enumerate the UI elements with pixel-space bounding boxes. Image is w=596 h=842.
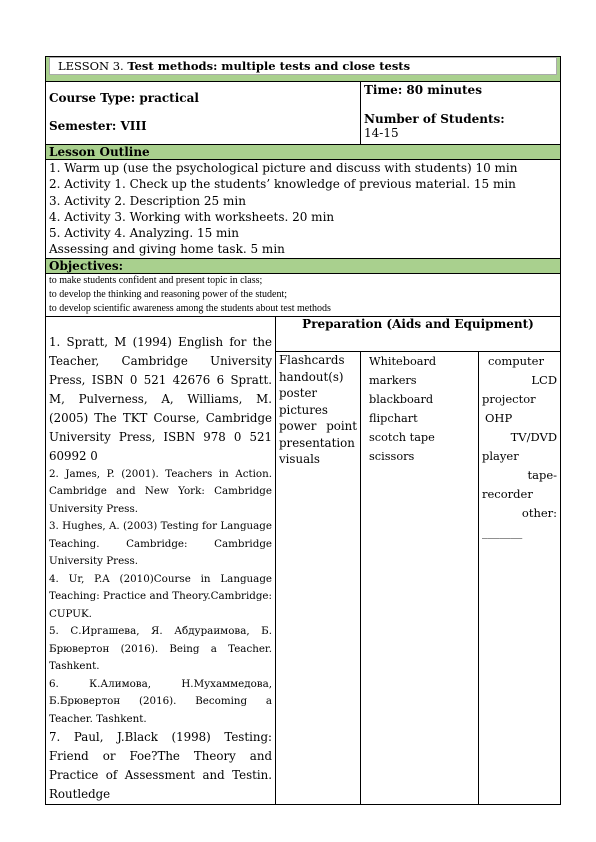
semester: Semester: VIII [49, 119, 147, 133]
aid-item: scissors [369, 450, 415, 464]
outline-item: Assessing and giving home task. 5 min [49, 242, 285, 257]
aid-item: presentation [279, 435, 355, 450]
objective-item: to develop the thinking and reasoning power of the student; [49, 288, 288, 300]
reference-item: 1. Spratt, M (1994) English for the Teacher, Cambridge University Press, ISBN 0 521 42676 6 Spratt. M, Pulverness, A, Williams, M. (2005) The TKT Course, Cambridge University Press, ISBN 978 0 521 60992 0 [49, 334, 272, 463]
time-label: Time: 80 minutes [364, 83, 482, 97]
students-label: Number of Students: [364, 112, 505, 126]
aid-item: OHP [485, 411, 513, 426]
aid-item: markers [369, 374, 417, 388]
aid-item: _______ [482, 525, 523, 540]
aid-item: Flashcards [279, 353, 345, 368]
outline-list [46, 160, 561, 259]
reference-item: 5. С.Иргашева, Я. Абдураимова, Б. Брювертон (2016). Being a Teacher. Tashkent. [49, 625, 272, 673]
objectives-heading-row [46, 258, 561, 273]
aid-item: player [482, 449, 519, 464]
time-info-cell [361, 82, 561, 145]
aid-item: visuals [279, 452, 320, 467]
lesson-plan-page [45, 56, 560, 805]
aid-item: TV/DVD [510, 430, 558, 445]
reference-item: 4. Ur, P.A (2010)Course in Language Teaching: Practice and Theory.Cambridge: CUPUK. [49, 572, 272, 620]
lesson-title-row [46, 57, 561, 82]
outline-item: 5. Activity 4. Analyzing. 15 min [49, 226, 240, 241]
preparation-heading: Preparation (Aids and Equipment) [276, 316, 561, 352]
outline-item: 2. Activity 1. Check up the students’ knowledge of previous material. 15 min [49, 177, 516, 192]
objective-item: to develop scientific awareness among the students about test methods [49, 302, 331, 314]
aids-column-equipment [479, 352, 561, 805]
lesson-number: LESSON 3. [58, 59, 124, 73]
aid-item: power point [279, 419, 357, 434]
outline-heading-row [46, 145, 561, 160]
reference-item: 6. К.Алимова, Н.Мухаммедова, Б.Брювертон (2016). Becoming a Teacher. Tashkent. [49, 677, 272, 725]
reference-item: 2. James, P. (2001). Teachers in Action. Cambridge and New York: Cambridge University Press. [49, 467, 272, 515]
objectives-heading: Objectives: [46, 258, 561, 273]
objectives-row [46, 273, 561, 316]
outline-row [46, 160, 561, 259]
lesson-plan-table [45, 56, 561, 805]
course-type: Course Type: practical [49, 91, 199, 105]
outline-item: 1. Warm up (use the psychological picture and discuss with students) 10 min [49, 161, 518, 175]
lesson-title [49, 57, 557, 75]
outline-item: 4. Activity 3. Working with worksheets. 20 min [49, 209, 335, 224]
objective-item: to make students confident and present topic in class; [49, 274, 263, 286]
aids-column-stationery [361, 352, 479, 805]
course-info-cell [46, 82, 361, 145]
aid-item: LCD [531, 373, 558, 388]
aid-item: scotch tape [369, 431, 435, 445]
aid-item: recorder [482, 487, 533, 502]
aid-item: blackboard [369, 393, 434, 407]
aid-item: handout(s) [279, 369, 344, 384]
references-cell [46, 316, 276, 805]
lesson-topic: Test methods: multiple tests and close tests [127, 59, 411, 73]
objectives-list [46, 273, 561, 316]
course-info-row [46, 82, 561, 145]
preparation-heading-row [46, 316, 561, 352]
aid-item: computer [488, 354, 544, 369]
aid-item: other: [521, 506, 558, 521]
students-value: 14-15 [364, 126, 399, 140]
aid-item: pictures [279, 402, 328, 417]
outline-heading: Lesson Outline [46, 145, 561, 160]
aid-item: projector [482, 392, 536, 407]
aids-column-visual [276, 352, 361, 805]
aid-item: poster [279, 386, 318, 401]
reference-item: 3. Hughes, A. (2003) Testing for Language Teaching. Cambridge: Cambridge University Press. [49, 520, 272, 568]
reference-item: 7. Paul, J.Black (1998) Testing: Friend or Foe?The Theory and Practice of Assessment and Testin. Routledge [49, 730, 272, 802]
aid-item: Whiteboard [369, 355, 437, 369]
outline-item: 3. Activity 2. Description 25 min [49, 193, 246, 208]
aid-item: flipchart [369, 412, 418, 426]
aid-item: tape- [527, 468, 558, 483]
